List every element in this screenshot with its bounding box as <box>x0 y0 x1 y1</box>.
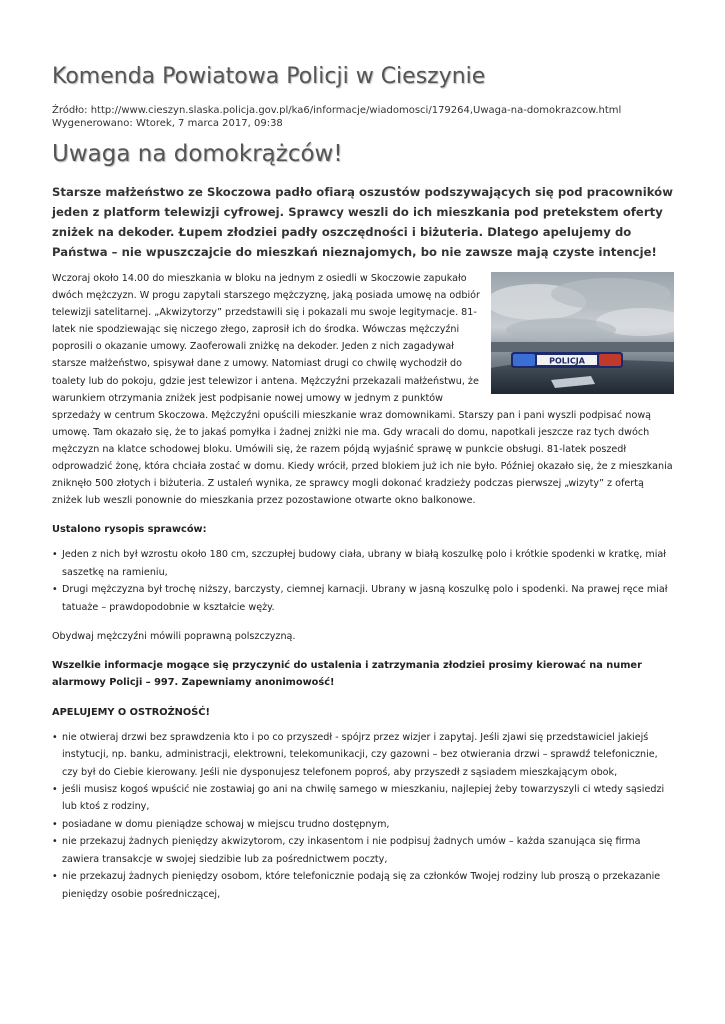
list-item: • nie przekazuj żadnych pieniędzy akwizytorom, czy inkasentom i nie podpisuj żadnych umów – każda szanująca się firma zawiera transakcje w swojej siedzibie lub za pośrednictwem poczty, <box>52 833 674 868</box>
article-lead: Starsze małżeństwo ze Skoczowa padło ofiarą oszustów podszywających się pod pracowników jeden z platform telewizji cyfrowej. Sprawcy weszli do ich mieszkania pod pretekstem oferty zniżek na dekoder. Łupem złodziei padły oszczędności i biżuteria. Dlatego apelujemy do Państwa – nie wpuszczajcie do mieszkań nieznajomych, bo nie zawsze mają czyste intencje! <box>52 185 673 259</box>
article-title: Uwaga na domokrążców! <box>52 141 343 167</box>
suspects-heading: Ustalono rysopis sprawców: <box>52 524 207 536</box>
source-url: Źródło: http://www.cieszyn.slaska.policja.gov.pl/ka6/informacje/wiadomosci/179264,Uwaga-na-domokrazcow.html <box>52 105 622 116</box>
language-note: Obydwaj mężczyźni mówili poprawną polszczyzną. <box>52 630 296 642</box>
police-car-image <box>491 272 674 394</box>
list-item: • Jeden z nich był wzrostu około 180 cm, szczupłej budowy ciała, ubrany w białą koszulkę polo i krótkie spodenki w kratkę, miał saszetkę na ramieniu, <box>52 546 674 581</box>
bullet-icon: • <box>52 836 58 848</box>
list-item: • nie otwieraj drzwi bez sprawdzenia kto i po co przyszedł - spójrz przez wizjer i zapytaj. Jeśli zjawi się przedstawiciel jakiejś instytucji, np. banku, administracji, elektrowni, telekomunikacji, czy gazowni – bez otwierania drzwi – sprawdź telefonicznie, czy był do Ciebie kierowany. Jeśli nie dysponujesz telefonem poproś, aby przyszedł z sąsiadem mieszkającym obok, <box>52 729 674 781</box>
bullet-icon: • <box>52 584 58 596</box>
site-title: Komenda Powiatowa Policji w Cieszynie <box>52 64 486 89</box>
bullet-icon: • <box>52 549 58 561</box>
caution-heading: APELUJEMY O OSTROŻNOŚĆ! <box>52 706 210 718</box>
generated-date: Wygenerowano: Wtorek, 7 marca 2017, 09:38 <box>52 118 283 129</box>
bullet-icon: • <box>52 818 58 830</box>
list-item: • nie przekazuj żadnych pieniędzy osobom, które telefonicznie podają się za członków Twojej rodziny lub proszą o przekazanie pieniędzy osobie pośredniczącej, <box>52 868 674 903</box>
article-body <box>52 270 674 509</box>
list-item: • Drugi mężczyzna był trochę niższy, barczysty, ciemnej karnacji. Ubrany w jasną koszulkę polo i spodenki. Na prawej ręce miał tatuaże – prawdopodobnie w kształcie węży. <box>52 581 674 616</box>
document-meta <box>52 104 674 130</box>
bullet-icon: • <box>52 784 58 796</box>
caution-list <box>52 729 674 903</box>
list-item: • posiadane w domu pieniądze schowaj w miejscu trudno dostępnym, <box>52 816 674 833</box>
suspects-list <box>52 546 674 616</box>
contact-appeal: Wszelkie informacje mogące się przyczynić do ustalenia i zatrzymania złodziei prosimy kierować na numer alarmowy Policji – 997. Zapewniamy anonimowość! <box>52 660 642 689</box>
bullet-icon: • <box>52 871 58 883</box>
document-page <box>52 62 674 903</box>
police-car-photo <box>491 272 674 394</box>
article-body-text: Wczoraj około 14.00 do mieszkania w bloku na jednym z osiedli w Skoczowie zapukało dwóch mężczyzn. W progu zapytali starszego mężczyznę, jaką posiada umowę na odbiór telewizji satelitarnej. „Akwizytorzy” przedstawili się i pokazali mu swoje legitymacje. 81-latek nie spodziewając się niczego złego, zaprosił ich do środka. Wówczas mężczyźni poprosili o okazanie umowy. Zaoferowali zniżkę na dekoder. Jeden z nich zagadywał starsze małżeństwo, spisywał dane z umowy. Natomiast drugi co chwilę wychodził do toalety lub do pokoju, gdzie jest telewizor i antena. Mężczyźni przekazali małżeństwu, że warunkiem otrzymania zniżek jest podpisanie nowej umowy w jednym z punktów sprzedaży w centrum Skoczowa. Mężczyźni opuścili mieszkanie wraz domownikami. Starszy pan i pani wyszli podpisać nową umowę. Tam okazało się, że to jakaś pomyłka i żadnej zniżki nie ma. Gdy wracali do domu, napotkali jeszcze raz tych dwóch mężczyzn na klatce schodowej bloku. Umówili się, że razem pójdą wyjaśnić sprawę w punkcie obsługi. 81-latek poszedł odprowadzić żonę, która chciała zostać w domu. Kiedy wrócił, przed blokiem już ich nie było. Później okazało się, że z mieszkania zniknęło 500 złotych i biżuteria. Z ustaleń wynika, ze sprawcy mogli dokonać kradzieży podczas pierwszej „wizyty” z ofertą zniżek lub weszli ponownie do mieszkania przez pozostawione otwarte okno balkonowe. <box>52 273 673 507</box>
police-sign-text: POLICJA <box>549 356 585 366</box>
list-item: • jeśli musisz kogoś wpuścić nie zostawiaj go ani na chwilę samego w mieszkaniu, najlepiej żeby towarzyszyli ci wtedy sąsiedzi lub ktoś z rodziny, <box>52 781 674 816</box>
bullet-icon: • <box>52 731 58 743</box>
